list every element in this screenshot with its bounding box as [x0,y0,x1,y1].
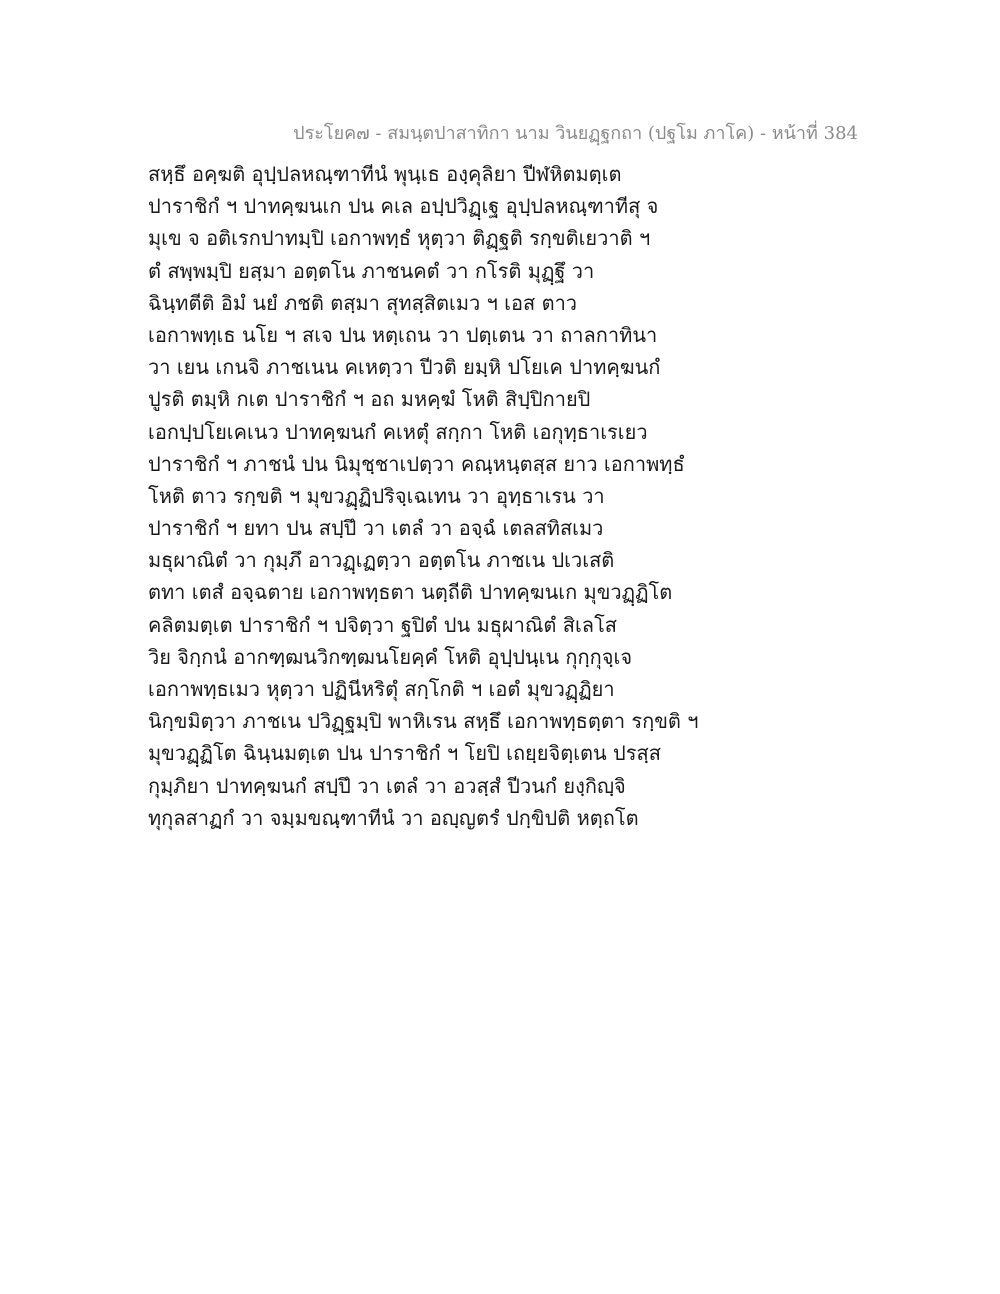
body-text [148,158,868,834]
text-line: วา เยน เกนจิ ภาชเนน คเหตฺวา ปีวติ ยมฺหิ ปโยเค ปาทคฺฆนกํ [148,355,661,380]
text-line: วิย จิกฺกนํ อากฑฺฒนวิกฑฺฒนโยคฺคํ โหติ อุปฺปนฺเน กุกฺกุจฺเจ [148,644,633,669]
text-line: ปูรติ ตมฺหิ กเต ปาราชิกํ ฯ อถ มหคฺฆํ โหติ สิปฺปิกายปิ [148,387,591,412]
text-line: มุขวฏฺฏิโต ฉินฺนมตฺเต ปน ปาราชิกํ ฯ โยปิ เถยฺยจิตฺเตน ปรสฺส [148,741,661,766]
text-line: ปาราชิกํ ฯ ปาทคฺฆนเก ปน คเล อปฺปวิฏฺเฐ อุปฺปลหณฺฑาทีสุ จ [148,194,659,219]
text-line: สหฺธึ อคฺฆติ อุปฺปลหณฺฑาทีนํ พุนฺเธ องฺคุลิยา ปีฬหิตมตฺเต [148,162,622,186]
text-line: มุเข จ อติเรกปาทมฺปิ เอกาพทฺธํ หุตฺวา ติฏฺฐติ รกฺขติเยวาติ ฯ [148,226,651,251]
text-line: นิกฺขมิตฺวา ภาชเน ปวิฏฺฐมฺปิ พาหิเรน สหฺธึ เอกาพทฺธตฺตา รกฺขติ ฯ [148,709,699,734]
text-line: เอกาพทฺเธ นโย ฯ สเจ ปน หตฺเถน วา ปตฺเตน วา ถาลกาทินา [148,322,658,347]
text-line: มธุผาณิตํ วา กุมฺภึ อาวฏฺเฏตฺวา อตฺตโน ภาชเน ปเวเสติ [148,548,615,573]
text-line: ปาราชิกํ ฯ ยทา ปน สปฺปึ วา เตลํ วา อจฺฉํ เตลสทิสเมว [148,516,604,541]
running-header: ประโยค๗ - สมนฺตปาสาทิกา นาม วินยฏฺฐกถา (ปฐโม ภาโค) - หน้าที่ 384 [293,123,858,144]
text-line: เอกาพทฺธเมว หุตฺวา ปฏินีหริตุํ สกฺโกติ ฯ เอตํ มุขวฏฺฏิยา [148,677,615,701]
text-line: กุมฺภิยา ปาทคฺฆนกํ สปฺปึ วา เตลํ วา อวสฺสํ ปีวนกํ ยงฺกิญฺจิ [148,773,626,798]
text-line: เอกปฺปโยเคเนว ปาทคฺฆนกํ คเหตุํ สกฺกา โหติ เอกุทฺธาเรเยว [148,419,648,444]
text-line: โหติ ตาว รกฺขติ ฯ มุขวฏฺฏิปริจฺเฉเทน วา อุทฺธาเรน วา [148,483,605,508]
text-line: ตํ สพฺพมฺปิ ยสฺมา อตฺตโน ภาชนคตํ วา กโรติ มุฏฺฐึ วา [148,258,595,283]
text-line: ทุกุลสาฏกํ วา จมฺมขณฺฑาทีนํ วา อญฺญตรํ ปกฺขิปติ หตฺถโต [148,805,639,830]
text-line: ปาราชิกํ ฯ ภาชนํ ปน นิมุชฺชาเปตฺวา คณฺหนฺตสฺส ยาว เอกาพทฺธํ [148,451,685,476]
text-line: ตทา เตสํ อจฺฉตาย เอกาพทฺธตา นตฺถีติ ปาทคฺฆนเก มุขวฏฺฏิโต [148,580,673,605]
text-line: ฉินฺทตีติ อิมํ นยํ ภชติ ตสฺมา สุทสฺสิตเมว ฯ เอส ตาว [148,290,578,315]
text-line: คลิตมตฺเต ปาราชิกํ ฯ ปจิตฺวา ฐปิตํ ปน มธุผาณิตํ สิเลโส [148,612,618,637]
